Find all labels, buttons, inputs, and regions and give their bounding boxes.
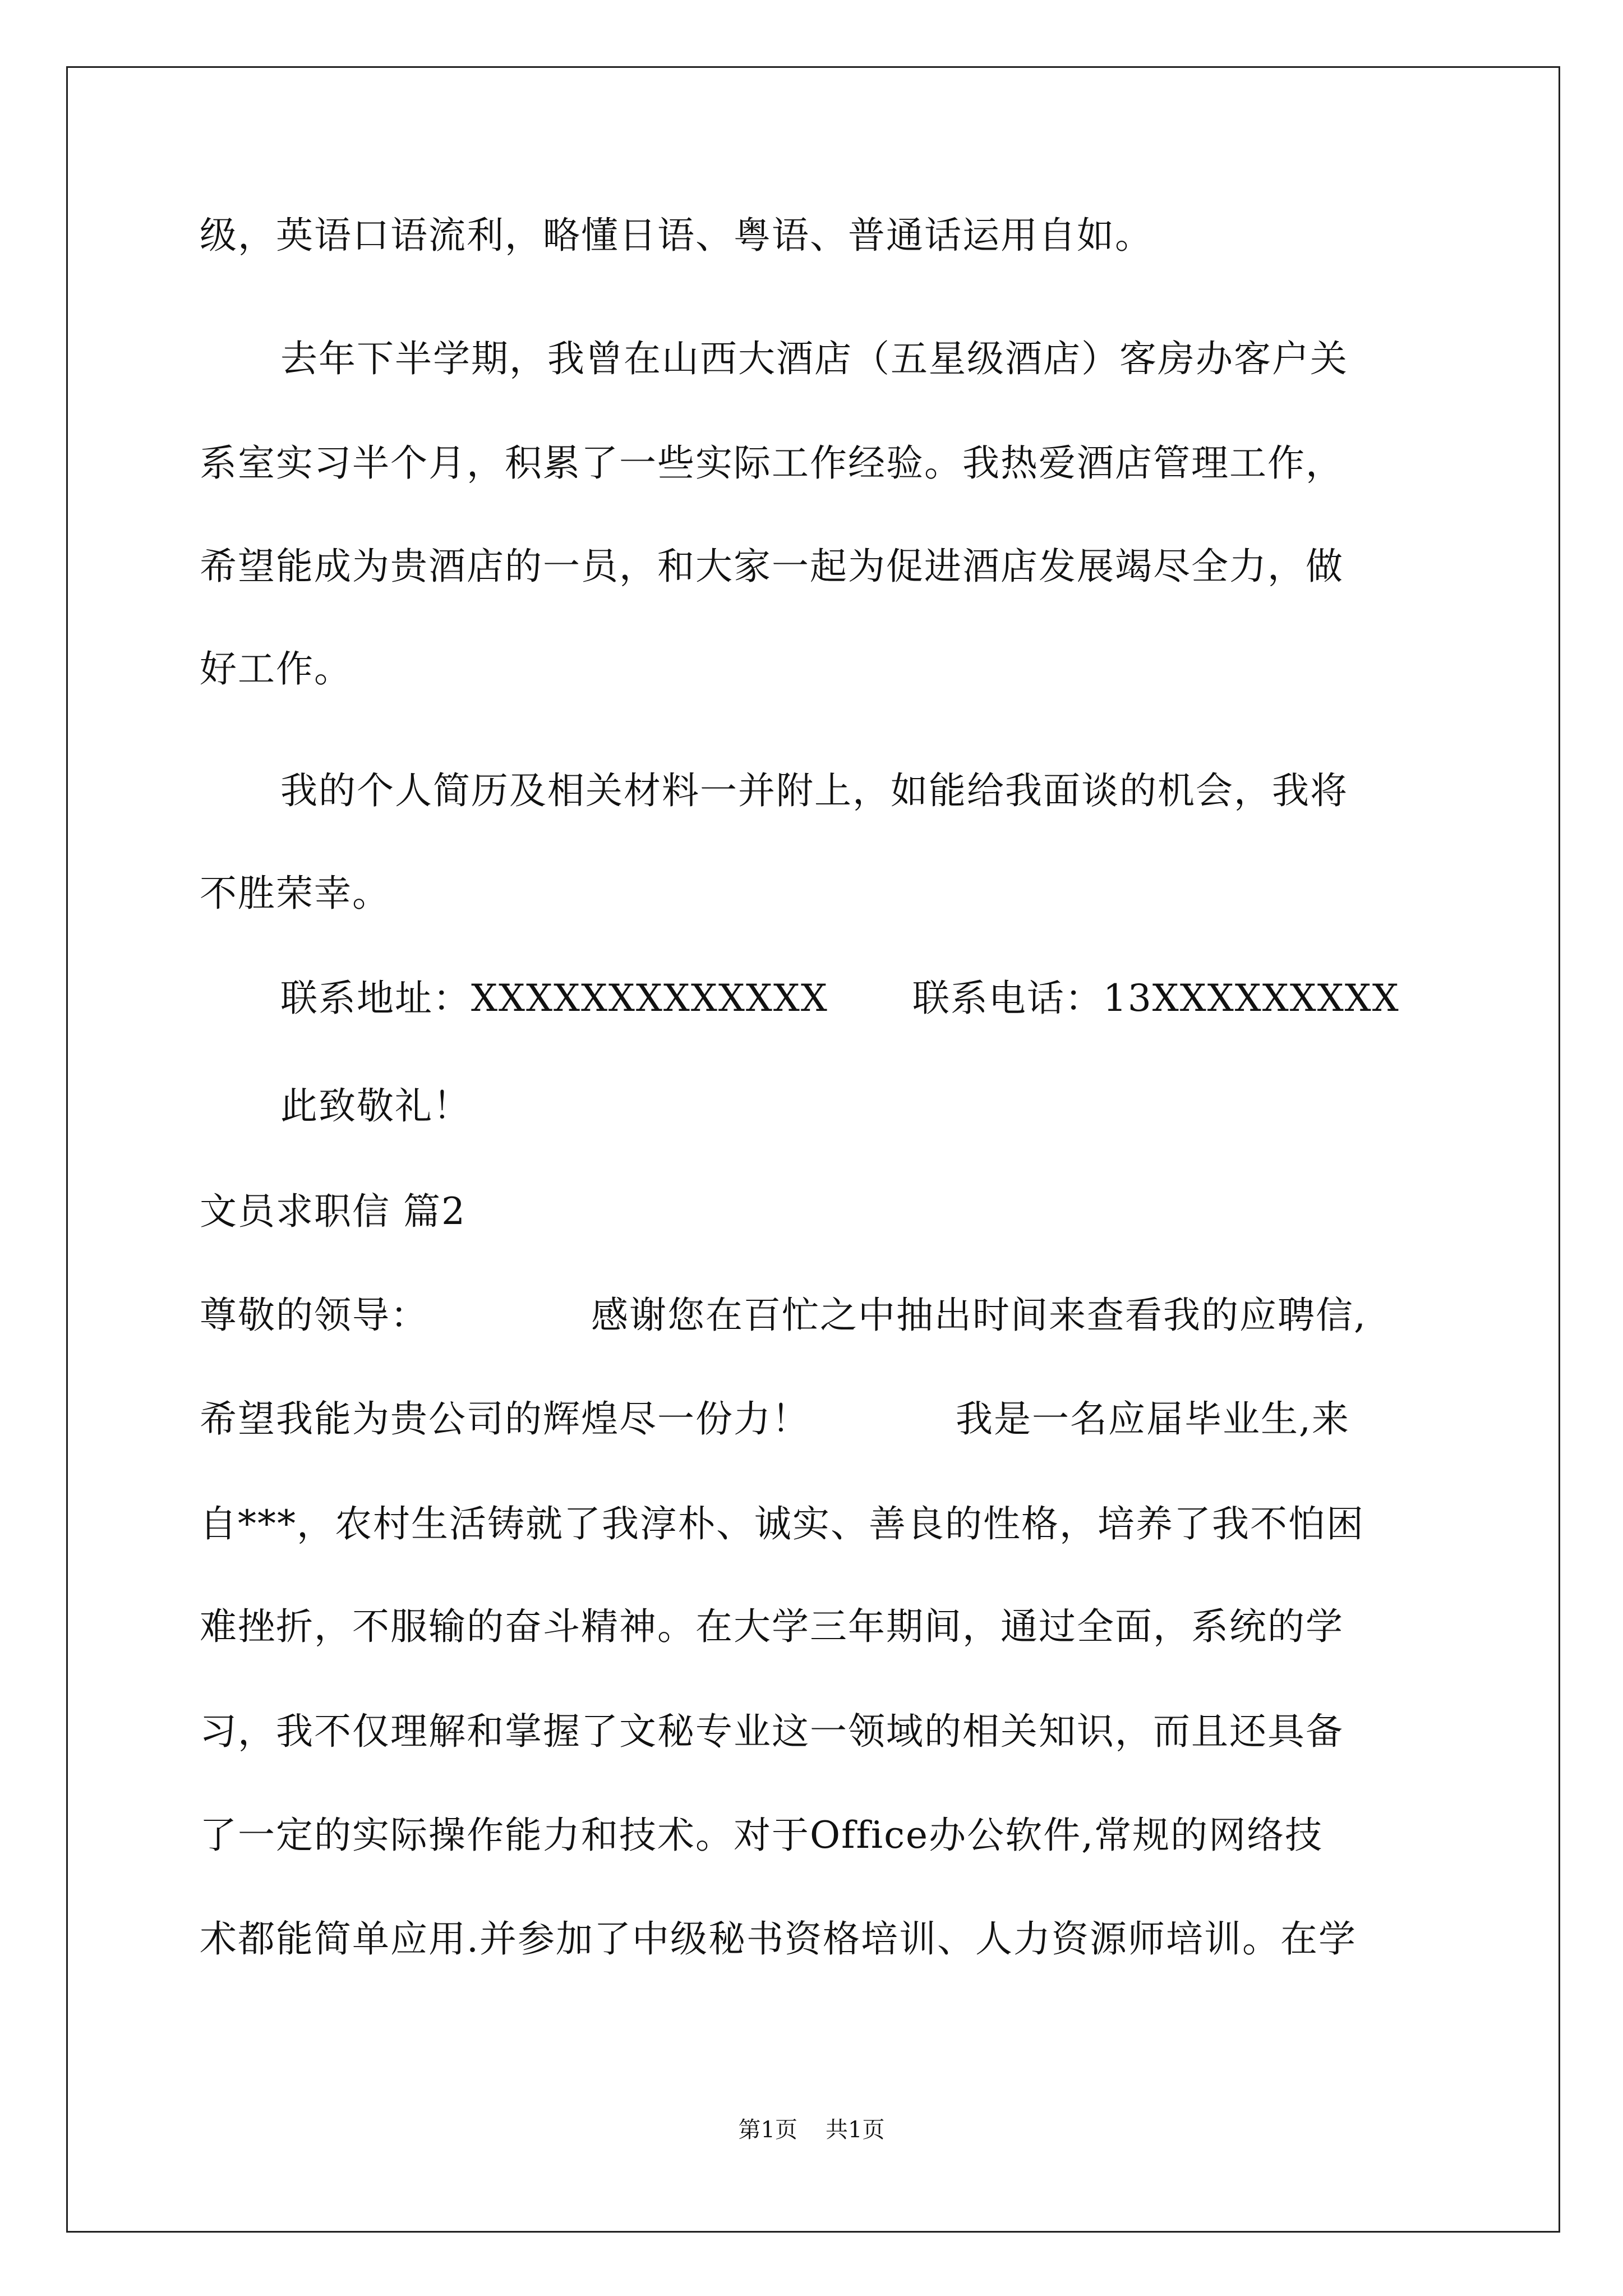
page-number: 第1页 [738, 2117, 797, 2143]
paragraph-line: 不胜荣幸。 [200, 872, 390, 915]
paragraph-line: 自***，农村生活铸就了我淳朴、诚实、善良的性格，培养了我不怕困 [200, 1502, 1364, 1545]
paragraph-line [200, 1397, 1461, 1442]
paragraph-line: 系室实习半个月，积累了一些实际工作经验。我热爱酒店管理工作， [200, 441, 1344, 485]
paragraph-line: 习，我不仅理解和掌握了文秘专业这一领域的相关知识，而且还具备 [200, 1710, 1344, 1753]
paragraph-line: 希望能成为贵酒店的一员，和大家一起为促进酒店发展竭尽全力，做 [200, 545, 1344, 588]
paragraph-line: 了一定的实际操作能力和技术。对于Office办公软件,常规的网络技 [200, 1814, 1324, 1857]
paragraph-line: 去年下半学期，我曾在山西大酒店（五星级酒店）客房办客户关 [280, 337, 1348, 380]
paragraph-line: 我的个人简历及相关材料一并附上，如能给我面谈的机会，我将 [280, 769, 1348, 812]
paragraph-line: 难挫折，不服输的奋斗精神。在大学三年期间，通过全面，系统的学 [200, 1605, 1344, 1648]
contact-phone: 联系电话：13XXXXXXXXX [912, 977, 1400, 1020]
salutation: 尊敬的领导： [200, 1294, 428, 1337]
paragraph-text: 我是一名应届毕业生,来 [956, 1397, 1350, 1441]
closing-line: 此致敬礼！ [280, 1084, 471, 1128]
paragraph-line: 术都能简单应用.并参加了中级秘书资格培训、人力资源师培训。在学 [200, 1917, 1357, 1961]
paragraph-line: 级，英语口语流利，略懂日语、粤语、普通话运用自如。 [200, 214, 1153, 257]
paragraph-text: 希望我能为贵公司的辉煌尽一份力！ [200, 1397, 810, 1441]
page-total: 共1页 [826, 2117, 885, 2143]
paragraph-line [200, 1293, 1461, 1338]
contact-line [280, 976, 1542, 1021]
contact-address: 联系地址：XXXXXXXXXXXXX [280, 977, 828, 1020]
paragraph-line: 好工作。 [200, 647, 352, 691]
page-footer [0, 2116, 1623, 2144]
paragraph-text: 感谢您在百忙之中抽出时间来查看我的应聘信, [591, 1294, 1367, 1337]
section-heading: 文员求职信 篇2 [200, 1190, 466, 1233]
page-border [66, 66, 1560, 2233]
